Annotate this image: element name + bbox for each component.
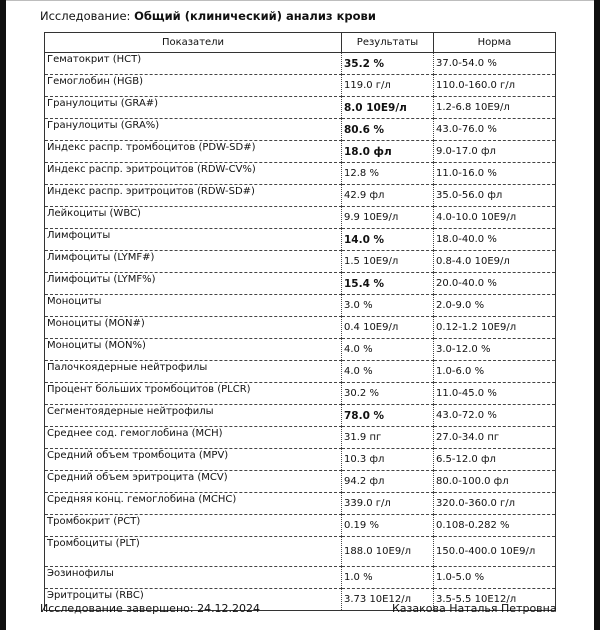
table-header-row (45, 33, 556, 53)
indicator-name: Процент больших тромбоцитов (PLCR) (45, 383, 342, 405)
column-header-indicators: Показатели (45, 33, 342, 53)
norm-range: 20.0-40.0 % (434, 273, 556, 295)
indicator-name: Моноциты (MON#) (45, 317, 342, 339)
table-row (45, 567, 556, 589)
indicator-name: Лимфоциты (LYMF%) (45, 273, 342, 295)
result-value: 8.0 10E9/л (342, 97, 434, 119)
table-row (45, 427, 556, 449)
norm-range: 320.0-360.0 г/л (434, 493, 556, 515)
results-table (44, 32, 556, 611)
indicator-name: Эозинофилы (45, 567, 342, 589)
result-value: 30.2 % (342, 383, 434, 405)
table-row (45, 273, 556, 295)
table-body (45, 53, 556, 611)
result-value: 0.4 10E9/л (342, 317, 434, 339)
indicator-name: Лимфоциты (LYMF#) (45, 251, 342, 273)
result-value: 35.2 % (342, 53, 434, 75)
result-value: 3.73 10E12/л (342, 589, 434, 611)
norm-range: 27.0-34.0 пг (434, 427, 556, 449)
indicator-name: Тромбокрит (PCT) (45, 515, 342, 537)
column-header-results: Результаты (342, 33, 434, 53)
indicator-name: Моноциты (45, 295, 342, 317)
norm-range: 11.0-45.0 % (434, 383, 556, 405)
indicator-name: Гемоглобин (HGB) (45, 75, 342, 97)
table-row (45, 97, 556, 119)
result-value: 1.5 10E9/л (342, 251, 434, 273)
doctor-name: Казакова Наталья Петровна (392, 602, 557, 615)
indicator-name: Палочкоядерные нейтрофилы (45, 361, 342, 383)
norm-range: 110.0-160.0 г/л (434, 75, 556, 97)
norm-range: 35.0-56.0 фл (434, 185, 556, 207)
norm-range: 37.0-54.0 % (434, 53, 556, 75)
result-value: 1.0 % (342, 567, 434, 589)
norm-range: 1.0-5.0 % (434, 567, 556, 589)
indicator-name: Среднее сод. гемоглобина (MCH) (45, 427, 342, 449)
result-value: 188.0 10E9/л (342, 537, 434, 567)
result-value: 31.9 пг (342, 427, 434, 449)
norm-range: 4.0-10.0 10E9/л (434, 207, 556, 229)
table-row (45, 53, 556, 75)
indicator-name: Гранулоциты (GRA%) (45, 119, 342, 141)
indicator-name: Индекс распр. эритроцитов (RDW-SD#) (45, 185, 342, 207)
norm-range: 80.0-100.0 фл (434, 471, 556, 493)
table-row (45, 471, 556, 493)
table-row (45, 119, 556, 141)
result-value: 14.0 % (342, 229, 434, 251)
indicator-name: Гематокрит (HCT) (45, 53, 342, 75)
table-row (45, 383, 556, 405)
indicator-name: Средний объем тромбоцита (MPV) (45, 449, 342, 471)
indicator-name: Гранулоциты (GRA#) (45, 97, 342, 119)
study-header (40, 9, 376, 23)
norm-range: 150.0-400.0 10E9/л (434, 537, 556, 567)
indicator-name: Эритроциты (RBC) (45, 589, 342, 611)
table-row (45, 229, 556, 251)
norm-range: 3.0-12.0 % (434, 339, 556, 361)
table-row (45, 185, 556, 207)
table-row (45, 75, 556, 97)
table-row (45, 251, 556, 273)
indicator-name: Индекс распр. эритроцитов (RDW-CV%) (45, 163, 342, 185)
study-name: Общий (клинический) анализ крови (134, 9, 376, 23)
top-divider (6, 0, 594, 1)
result-value: 80.6 % (342, 119, 434, 141)
table-row (45, 317, 556, 339)
table-row (45, 449, 556, 471)
table-row (45, 141, 556, 163)
table-row (45, 361, 556, 383)
result-value: 4.0 % (342, 339, 434, 361)
norm-range: 2.0-9.0 % (434, 295, 556, 317)
norm-range: 3.5-5.5 10E12/л (434, 589, 556, 611)
table-row (45, 493, 556, 515)
result-value: 4.0 % (342, 361, 434, 383)
table-row (45, 295, 556, 317)
indicator-name: Средняя конц. гемоглобина (MCHC) (45, 493, 342, 515)
norm-range: 43.0-76.0 % (434, 119, 556, 141)
left-frame-bar (0, 0, 6, 630)
result-value: 119.0 г/л (342, 75, 434, 97)
study-label: Исследование: (40, 9, 135, 23)
result-value: 15.4 % (342, 273, 434, 295)
table-row (45, 515, 556, 537)
norm-range: 6.5-12.0 фл (434, 449, 556, 471)
indicator-name: Тромбоциты (PLT) (45, 537, 342, 567)
table-row (45, 339, 556, 361)
norm-range: 1.0-6.0 % (434, 361, 556, 383)
indicator-name: Лейкоциты (WBC) (45, 207, 342, 229)
norm-range: 1.2-6.8 10E9/л (434, 97, 556, 119)
norm-range: 43.0-72.0 % (434, 405, 556, 427)
indicator-name: Индекс распр. тромбоцитов (PDW-SD#) (45, 141, 342, 163)
indicator-name: Моноциты (MON%) (45, 339, 342, 361)
indicator-name: Лимфоциты (45, 229, 342, 251)
result-value: 94.2 фл (342, 471, 434, 493)
result-value: 339.0 г/л (342, 493, 434, 515)
right-frame-bar (594, 0, 600, 630)
table-row (45, 537, 556, 567)
column-header-norm: Норма (434, 33, 556, 53)
result-value: 9.9 10E9/л (342, 207, 434, 229)
table-row (45, 405, 556, 427)
result-value: 18.0 фл (342, 141, 434, 163)
norm-range: 0.12-1.2 10E9/л (434, 317, 556, 339)
result-value: 78.0 % (342, 405, 434, 427)
norm-range: 18.0-40.0 % (434, 229, 556, 251)
completion-date: Исследование завершено: 24.12.2024 (40, 602, 261, 615)
norm-range: 11.0-16.0 % (434, 163, 556, 185)
indicator-name: Средний объем эритроцита (MCV) (45, 471, 342, 493)
result-value: 12.8 % (342, 163, 434, 185)
norm-range: 9.0-17.0 фл (434, 141, 556, 163)
indicator-name: Сегментоядерные нейтрофилы (45, 405, 342, 427)
result-value: 0.19 % (342, 515, 434, 537)
table-row (45, 163, 556, 185)
result-value: 3.0 % (342, 295, 434, 317)
table-row (45, 207, 556, 229)
norm-range: 0.108-0.282 % (434, 515, 556, 537)
norm-range: 0.8-4.0 10E9/л (434, 251, 556, 273)
result-value: 10.3 фл (342, 449, 434, 471)
result-value: 42.9 фл (342, 185, 434, 207)
